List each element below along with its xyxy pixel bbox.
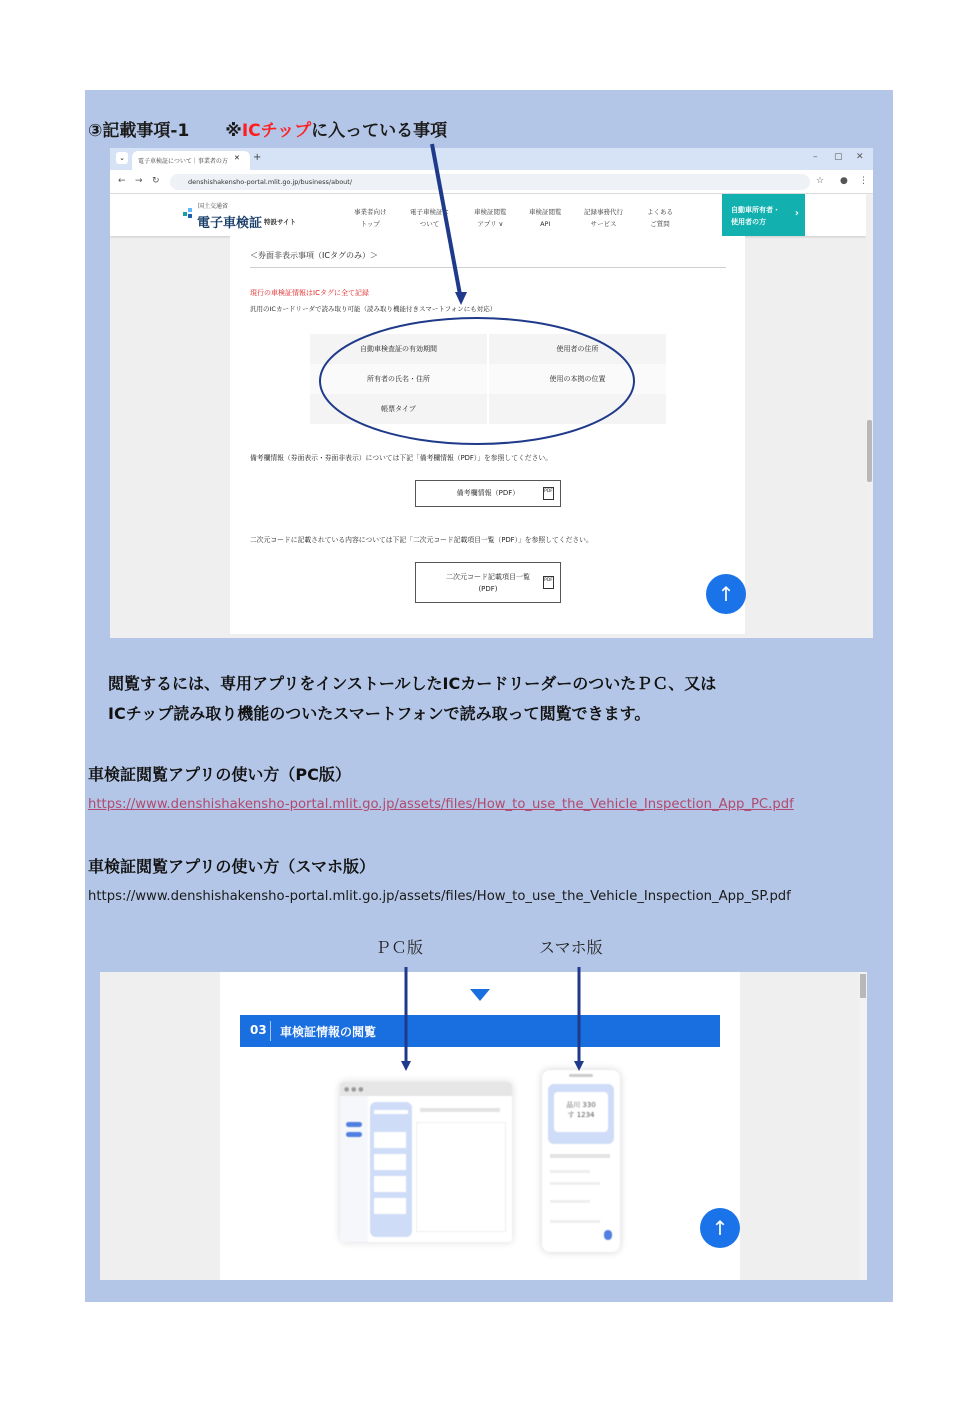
remarks-pdf-label: 備考欄情報（PDF） (456, 489, 520, 497)
site-logo[interactable]: 電子車検証 (197, 216, 263, 231)
pc-guide-link[interactable]: https://www.denshishakensho-portal.mlit.go.jp/assets/files/How_to_use_the_Vehicle_Inspection_App_PC.pdf (88, 797, 794, 812)
heading-rest: に入っている事項 (311, 121, 448, 141)
nav-viewer-api[interactable]: 車検証閲覧 API (529, 208, 562, 228)
qr-pdf-label-2: (PDF) (478, 585, 498, 593)
nav-about[interactable]: 電子車検証に ついて (410, 208, 449, 228)
chevron-right-icon: › (794, 208, 799, 219)
qr-pdf-label: 二次元コード記載項目一覧 (446, 573, 530, 581)
heading-red-part: ICチップ (241, 121, 312, 141)
table-cell: 所有者の氏名・住所 (310, 364, 487, 394)
nav-faq[interactable]: よくある ご質問 (647, 208, 673, 228)
site-logo-sub: 特設サイト (264, 218, 297, 226)
profile-icon[interactable]: ● (840, 176, 848, 186)
ic-reader-note: 汎用のICカードリーダで読み取り可能（読み取り機能付きスマートフォンにも対応） (250, 305, 497, 313)
arrowhead-icon (401, 1061, 411, 1071)
close-window-icon[interactable]: ✕ (856, 152, 864, 162)
heading-note-mark: ※ (225, 121, 242, 141)
tab-list-icon[interactable]: ⌄ (116, 152, 128, 164)
pc-guide-title: 車検証閲覧アプリの使い方（PC版） (88, 765, 351, 784)
plate-line-1: 品川 330 (566, 1101, 596, 1109)
plate-line-2: す 1234 (567, 1111, 595, 1119)
nav-record-service[interactable]: 記録事務代行 サービス (584, 208, 623, 228)
body-line-2: ICチップ読み取り機能のついたスマートフォンで読み取って閲覧できます。 (108, 704, 651, 723)
table-cell: 自動車検査証の有効期間 (310, 334, 487, 364)
arrowhead-icon (455, 292, 467, 305)
reload-icon[interactable]: ↻ (152, 176, 160, 186)
url-text: denshishakensho-portal.mlit.go.jp/business/about/ (188, 178, 353, 186)
bookmark-star-icon[interactable]: ☆ (816, 176, 825, 186)
annotation-arrow-ic (432, 144, 461, 300)
tab-title: 電子車検証について｜事業者の方 (138, 158, 228, 165)
pc-version-label: ＰＣ版 (375, 938, 424, 957)
scroll-to-top-button[interactable]: ↑ (706, 574, 746, 614)
pc-app-mockup: ● ● ● (340, 1082, 512, 1242)
pdf-icon: PDF (543, 576, 554, 589)
tab-close-icon[interactable]: ✕ (234, 154, 240, 162)
ministry-name: 国土交通省 (198, 203, 229, 210)
new-tab-icon[interactable]: + (253, 152, 262, 163)
smartphone-version-label: スマホ版 (539, 938, 603, 957)
nav-business-top[interactable]: 事業者向け トップ (354, 208, 387, 228)
arrowhead-icon (574, 1061, 584, 1071)
owner-user-cta-button[interactable]: 自動車所有者・ 使用者の方 › (722, 194, 805, 236)
step-title: 車検証情報の閲覧 (280, 1025, 377, 1039)
minimize-icon[interactable]: – (813, 152, 818, 162)
sp-guide-url: https://www.denshishakensho-portal.mlit.go.jp/assets/files/How_to_use_the_Vehicle_Inspection_App_SP.pdf (88, 889, 791, 904)
menu-dots-icon[interactable]: ⋮ (859, 176, 868, 186)
remarks-text: 備考欄情報（券面表示・券面非表示）については下記「備考欄情報（PDF）」を参照してください。 (250, 454, 552, 462)
ic-note-red: 現行の車検証情報はICタグに全て記録 (250, 289, 369, 297)
table-cell: 使用者の住所 (489, 334, 666, 364)
heading-prefix: ③記載事項-1 (88, 121, 190, 141)
scroll-to-top-button-2[interactable]: ↑ (700, 1208, 740, 1248)
annotation-ellipse (320, 318, 634, 444)
sp-guide-title: 車検証閲覧アプリの使い方（スマホ版） (88, 857, 376, 876)
forward-icon[interactable]: → (135, 176, 143, 186)
step-number: 03 (250, 1023, 267, 1037)
qr-text: 二次元コードに記載されている内容については下記「二次元コード記載項目一覧（PDF）」を参照してください。 (250, 536, 593, 544)
table-cell: 帳票タイプ (310, 394, 487, 424)
back-icon[interactable]: ← (118, 176, 126, 186)
body-line-1: 閲覧するには、専用アプリをインストールしたICカードリーダーのついたＰＣ、又は (108, 674, 717, 693)
nav-viewer-app[interactable]: 車検証閲覧 アプリ ∨ (474, 208, 507, 228)
section-title: ＜券面非表示事項（ICタグのみ）＞ (250, 251, 378, 260)
maximize-icon[interactable]: ▢ (834, 152, 843, 162)
pdf-icon: PDF (543, 487, 554, 500)
table-cell: 使用の本拠の位置 (489, 364, 666, 394)
